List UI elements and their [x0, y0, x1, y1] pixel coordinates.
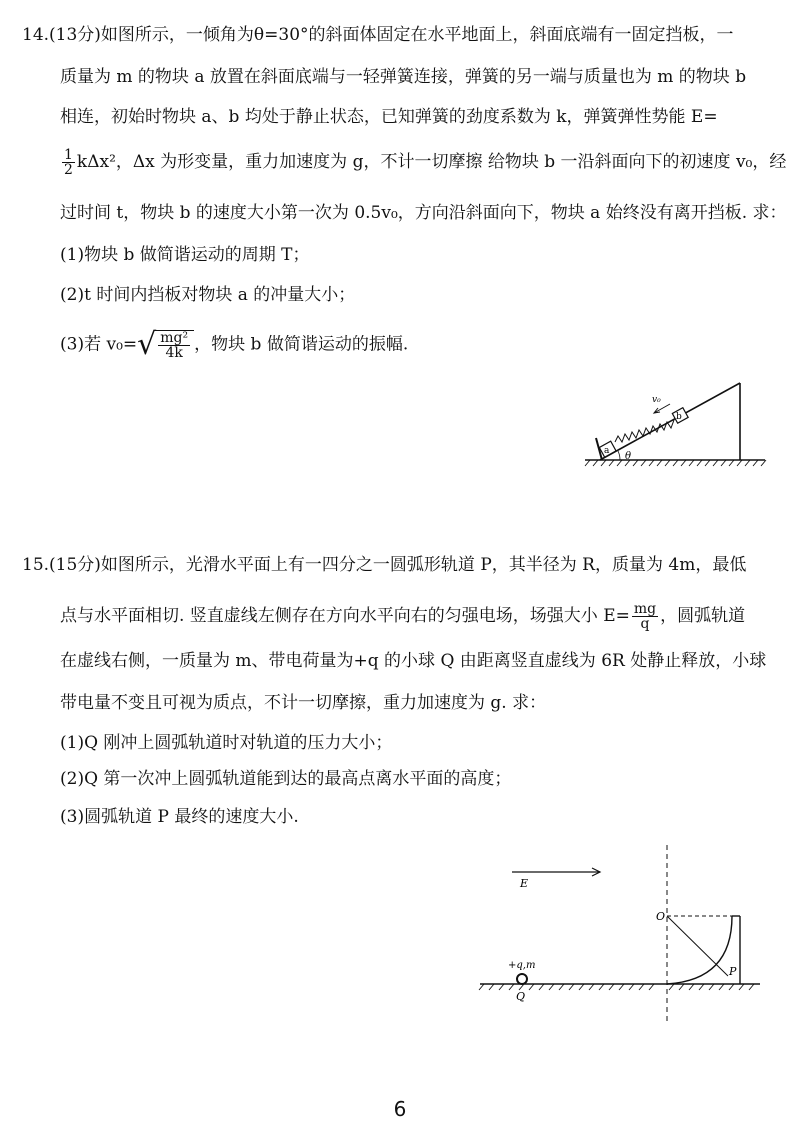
- q14-sub3-suffix: ，物块 b 做简谐运动的振幅.: [194, 334, 409, 355]
- q14-line-5: 过时间 t，物块 b 的速度大小第一次为 0.5v₀，方向沿斜面向下，物块 a 始终没有离开挡板. 求：: [60, 203, 787, 223]
- q14-line-3: 相连，初始时物块 a、b 均处于静止状态，已知弹簧的劲度系数为 k，弹簧弹性势能 E=: [60, 107, 718, 127]
- sqrt-expression: √ $\frac{\text{mg²}}{4k}$: [137, 330, 194, 360]
- q14-line-2: 质量为 m 的物块 a 放置在斜面底端与一轻弹簧连接，弹簧的另一端与质量也为 m 的物块 b: [60, 67, 747, 87]
- q14-subquestion-1: (1)物块 b 做简谐运动的周期 T；: [60, 245, 310, 265]
- q15-line-1: 15.(15分)如图所示，光滑水平面上有一四分之一圆弧形轨道 P，其半径为 R，质量为 4m，最低: [22, 555, 747, 575]
- label-O: O: [656, 910, 666, 923]
- q15-line-2: [60, 602, 780, 631]
- q15-subquestion-3: (3)圆弧轨道 P 最终的速度大小.: [60, 807, 299, 827]
- q14-line-4-text: kΔx²，Δx 为形变量，重力加速度为 g，不计一切摩擦 给物块 b 一沿斜面向下的初速度 v₀，经: [76, 152, 787, 172]
- q14-line-1: 14.(13分)如图所示，一倾角为θ=30°的斜面体固定在水平地面上，斜面底端有一固定挡板，一: [22, 25, 734, 45]
- q14-subquestion-2: (2)t 时间内挡板对物块 a 的冲量大小；: [60, 285, 356, 305]
- field-fraction: $\frac{mg}{q}$: [633, 601, 657, 632]
- incline-slope: [600, 383, 740, 460]
- q15-subquestion-2: (2)Q 第一次冲上圆弧轨道能到达的最高点离水平面的高度；: [60, 769, 512, 789]
- ball-Q: [517, 974, 527, 984]
- label-a: a: [604, 446, 610, 456]
- label-E: E: [520, 877, 529, 890]
- label-v0: v₀: [652, 395, 661, 405]
- radius-line: [667, 916, 728, 976]
- q15-subquestion-1: (1)Q 刚冲上圆弧轨道时对轨道的压力大小；: [60, 733, 393, 753]
- velocity-arrow: [654, 404, 670, 413]
- q14-sub3-prefix: (3)若 v₀=: [60, 334, 138, 355]
- label-b: b: [676, 412, 682, 422]
- q14-subquestion-3: [60, 327, 780, 362]
- label-charge-mass: +q,m: [508, 960, 536, 971]
- q15-line-2-prefix: 点与水平面相切. 竖直虚线左侧存在方向水平向右的匀强电场，场强大小 E=: [60, 606, 630, 626]
- incline-figure: [580, 380, 780, 470]
- half-fraction: $\frac{1}{2}$: [64, 147, 73, 178]
- q15-line-3: 在虚线右侧，一质量为 m、带电荷量为+q 的小球 Q 由距离竖直虚线为 6R 处静止释放，小球: [60, 651, 767, 671]
- label-Q: Q: [516, 990, 526, 1003]
- q14-line-4: [60, 147, 787, 178]
- q15-line-4: 带电量不变且可视为质点，不计一切摩擦，重力加速度为 g. 求：: [60, 693, 547, 713]
- q15-line-2-suffix: ，圆弧轨道: [660, 606, 746, 626]
- page-number: 6: [393, 1097, 407, 1121]
- arc-track-figure: [470, 840, 770, 1030]
- label-theta: θ: [625, 451, 632, 462]
- label-P: P: [729, 965, 737, 978]
